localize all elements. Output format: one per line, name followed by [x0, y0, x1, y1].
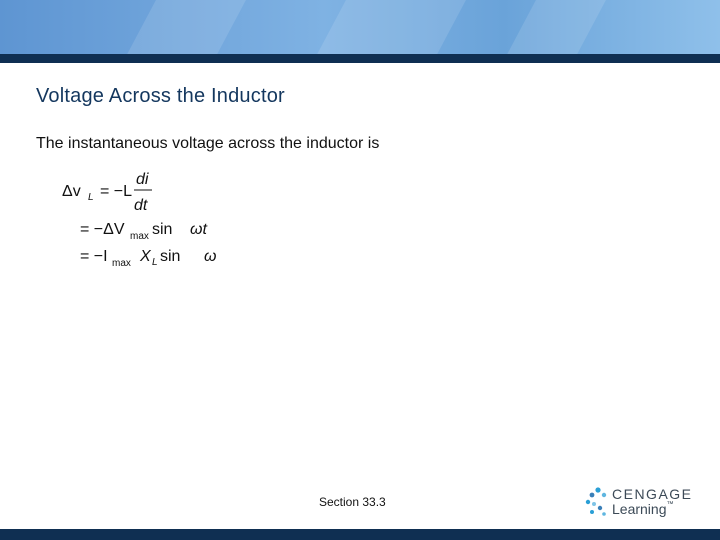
cengage-dots-icon	[584, 486, 610, 520]
slide-title: Voltage Across the Inductor	[36, 85, 285, 107]
banner-facet	[493, 0, 616, 54]
eq1-lhs-sub: L	[88, 192, 94, 203]
header-banner	[0, 0, 720, 54]
eq3-sub: max	[112, 258, 131, 268]
header-stripe	[0, 54, 720, 63]
cengage-logo	[584, 484, 694, 520]
eq2-prefix: = −ΔV	[80, 221, 125, 238]
eq2-sub: max	[130, 231, 149, 242]
banner-facet	[303, 0, 476, 54]
inductor-voltage-equation	[60, 168, 220, 268]
eq3-mid-sub: L	[152, 257, 158, 268]
eq3-mid: X	[140, 248, 151, 265]
eq1-denominator: dt	[134, 197, 148, 214]
eq2-arg: ωt	[190, 221, 207, 238]
slide-body-text: The instantaneous voltage across the inductor is	[36, 135, 380, 152]
footer-section-label: Section 33.3	[319, 495, 386, 509]
eq3-arg: ω	[204, 248, 217, 265]
equation-svg	[60, 168, 220, 268]
eq1-lhs: Δv	[62, 183, 81, 200]
eq1-rhs: = −L	[100, 183, 133, 200]
logo-word-learning: Learning™	[612, 501, 674, 517]
eq1-numerator: di	[136, 171, 149, 188]
logo-word-cengage: CENGAGE	[612, 486, 693, 502]
eq3-fn: sin	[160, 248, 181, 265]
footer-stripe	[0, 529, 720, 540]
eq2-fn: sin	[152, 221, 173, 238]
banner-facet	[113, 0, 256, 54]
eq3-prefix: = −I	[80, 248, 108, 265]
